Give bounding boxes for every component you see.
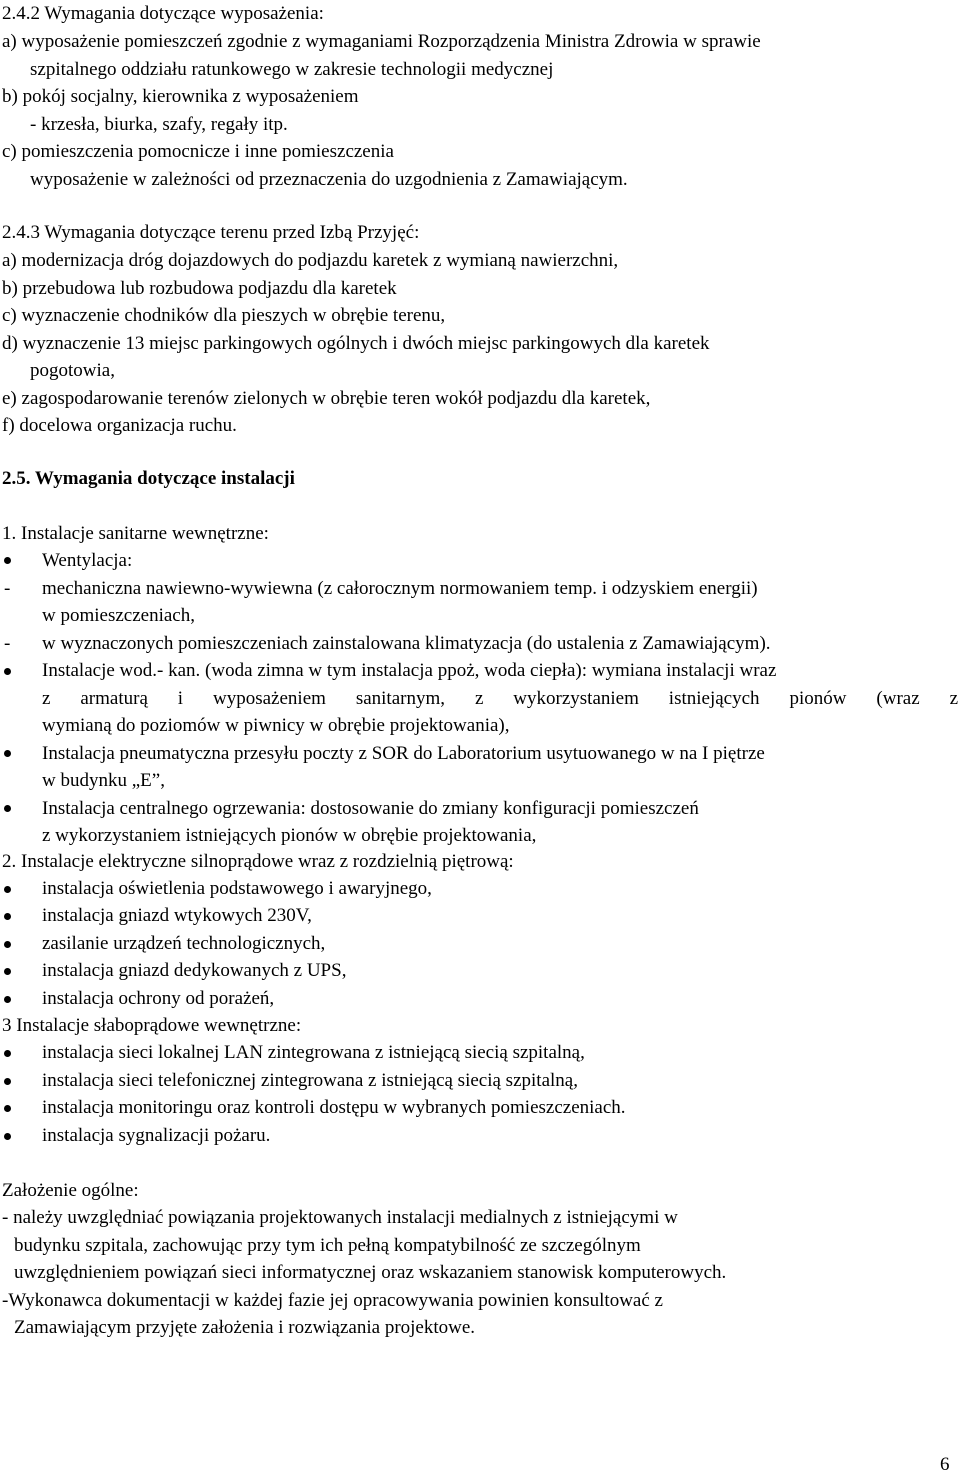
paragraph-line: b) przebudowa lub rozbudowa podjazdu dla karetek — [2, 278, 397, 299]
subsection-title: 1. Instalacje sanitarne wewnętrzne: — [2, 523, 269, 544]
list-item: Instalacja centralnego ogrzewania: dostosowanie do zmiany konfiguracji pomieszczeń — [42, 798, 699, 819]
list-item: instalacja sygnalizacji pożaru. — [42, 1125, 271, 1146]
word: wykorzystaniem — [513, 688, 639, 709]
paragraph-line: e) zagospodarowanie terenów zielonych w obrębie teren wokół podjazdu dla karetek, — [2, 388, 651, 409]
list-item: zasilanie urządzeń technologicznych, — [42, 933, 326, 954]
bullet-icon — [4, 805, 11, 812]
paragraph-line: budynku szpitala, zachowując przy tym ich pełną kompatybilność ze szczególnym — [14, 1235, 641, 1256]
paragraph-line: szpitalnego oddziału ratunkowego w zakresie technologii medycznej — [30, 59, 554, 80]
word: wyposażeniem — [213, 688, 326, 709]
section-heading-2-4-3: 2.4.3 Wymagania dotyczące terenu przed Izbą Przyjęć: — [2, 222, 420, 243]
word: pionów — [789, 688, 847, 709]
bullet-icon — [4, 1133, 11, 1140]
list-item: instalacja oświetlenia podstawowego i awaryjnego, — [42, 878, 432, 899]
list-item: instalacja ochrony od porażeń, — [42, 988, 275, 1009]
general-heading: Założenie ogólne: — [2, 1180, 139, 1201]
paragraph-line: a) wyposażenie pomieszczeń zgodnie z wymaganiami Rozporządzenia Ministra Zdrowia w sprawie — [2, 31, 761, 52]
word: z — [949, 688, 958, 709]
list-item: instalacja monitoringu oraz kontroli dostępu w wybranych pomieszczeniach. — [42, 1097, 626, 1118]
word: istniejących — [668, 688, 760, 709]
paragraph-line: wyposażenie w zależności od przeznaczenia do uzgodnienia z Zamawiającym. — [30, 169, 628, 190]
word: (wraz — [876, 688, 920, 709]
word: sanitarnym, — [355, 688, 446, 709]
list-item: mechaniczna nawiewno-wywiewna (z całorocznym normowaniem temp. i odzyskiem energii) — [42, 578, 758, 599]
list-item-continuation: w pomieszczeniach, — [42, 605, 195, 626]
list-item: instalacja sieci lokalnej LAN zintegrowana z istniejącą siecią szpitalną, — [42, 1042, 585, 1063]
bullet-icon — [4, 941, 11, 948]
paragraph-line: -Wykonawca dokumentacji w każdej fazie jej opracowywania powinien konsultować z — [2, 1290, 663, 1311]
paragraph-line: - należy uwzględniać powiązania projektowanych instalacji medialnych z istniejącymi w — [2, 1207, 678, 1228]
paragraph-line: - krzesła, biurka, szafy, regały itp. — [30, 114, 288, 135]
bullet-icon — [4, 1078, 11, 1085]
paragraph-line: d) wyznaczenie 13 miejsc parkingowych ogólnych i dwóch miejsc parkingowych dla karetek — [2, 333, 710, 354]
bullet-icon — [4, 1105, 11, 1112]
dash-marker: - — [4, 633, 11, 654]
subsection-title: 2. Instalacje elektryczne silnoprądowe wraz z rozdzielnią piętrową: — [2, 851, 514, 872]
paragraph-line: b) pokój socjalny, kierownika z wyposażeniem — [2, 86, 359, 107]
word: z — [474, 688, 484, 709]
list-item: w wyznaczonych pomieszczeniach zainstalowana klimatyzacja (do ustalenia z Zamawiającym). — [42, 633, 771, 654]
bullet-icon — [4, 750, 11, 757]
list-item: Wentylacja: — [42, 550, 133, 571]
list-item-continuation: wymianą do poziomów w piwnicy w obrębie projektowania), — [42, 715, 510, 736]
list-item: instalacja gniazd wtykowych 230V, — [42, 905, 312, 926]
bullet-icon — [4, 968, 11, 975]
list-item-continuation: z wykorzystaniem istniejących pionów w obrębie projektowania, — [42, 825, 537, 846]
bullet-icon — [4, 557, 11, 564]
paragraph-line: c) wyznaczenie chodników dla pieszych w obrębie terenu, — [2, 305, 446, 326]
word: i — [177, 688, 184, 709]
bullet-icon — [4, 996, 11, 1003]
section-heading-2-5: 2.5. Wymagania dotyczące instalacji — [2, 468, 295, 489]
list-item: Instalacja pneumatyczna przesyłu poczty z SOR do Laboratorium usytuowanego w na I piętrze — [42, 743, 765, 764]
subsection-title: 3 Instalacje słaboprądowe wewnętrzne: — [2, 1015, 302, 1036]
section-heading-2-4-2: 2.4.2 Wymagania dotyczące wyposażenia: — [2, 3, 324, 24]
paragraph-line: Zamawiającym przyjęte założenia i rozwiązania projektowe. — [14, 1317, 476, 1338]
list-item: Instalacje wod.- kan. (woda zimna w tym instalacja ppoż, woda ciepła): wymiana instalacji wraz — [42, 660, 777, 681]
bullet-icon — [4, 1050, 11, 1057]
paragraph-line: c) pomieszczenia pomocnicze i inne pomieszczenia — [2, 141, 394, 162]
paragraph-line: f) docelowa organizacja ruchu. — [2, 415, 237, 436]
list-item-continuation — [42, 689, 958, 708]
list-item-continuation: w budynku „E”, — [42, 770, 165, 791]
paragraph-line: uwzględnieniem powiązań sieci informatycznej oraz wskazaniem stanowisk komputerowych. — [14, 1262, 727, 1283]
dash-marker: - — [4, 578, 11, 599]
word: z — [42, 688, 51, 709]
bullet-icon — [4, 668, 11, 675]
paragraph-line: pogotowia, — [30, 360, 115, 381]
page-number: 6 — [940, 1454, 950, 1475]
list-item: instalacja gniazd dedykowanych z UPS, — [42, 960, 347, 981]
list-item: instalacja sieci telefonicznej zintegrowana z istniejącą siecią szpitalną, — [42, 1070, 578, 1091]
paragraph-line: a) modernizacja dróg dojazdowych do podjazdu karetek z wymianą nawierzchni, — [2, 250, 619, 271]
bullet-icon — [4, 913, 11, 920]
word: armaturą — [80, 688, 148, 709]
bullet-icon — [4, 886, 11, 893]
